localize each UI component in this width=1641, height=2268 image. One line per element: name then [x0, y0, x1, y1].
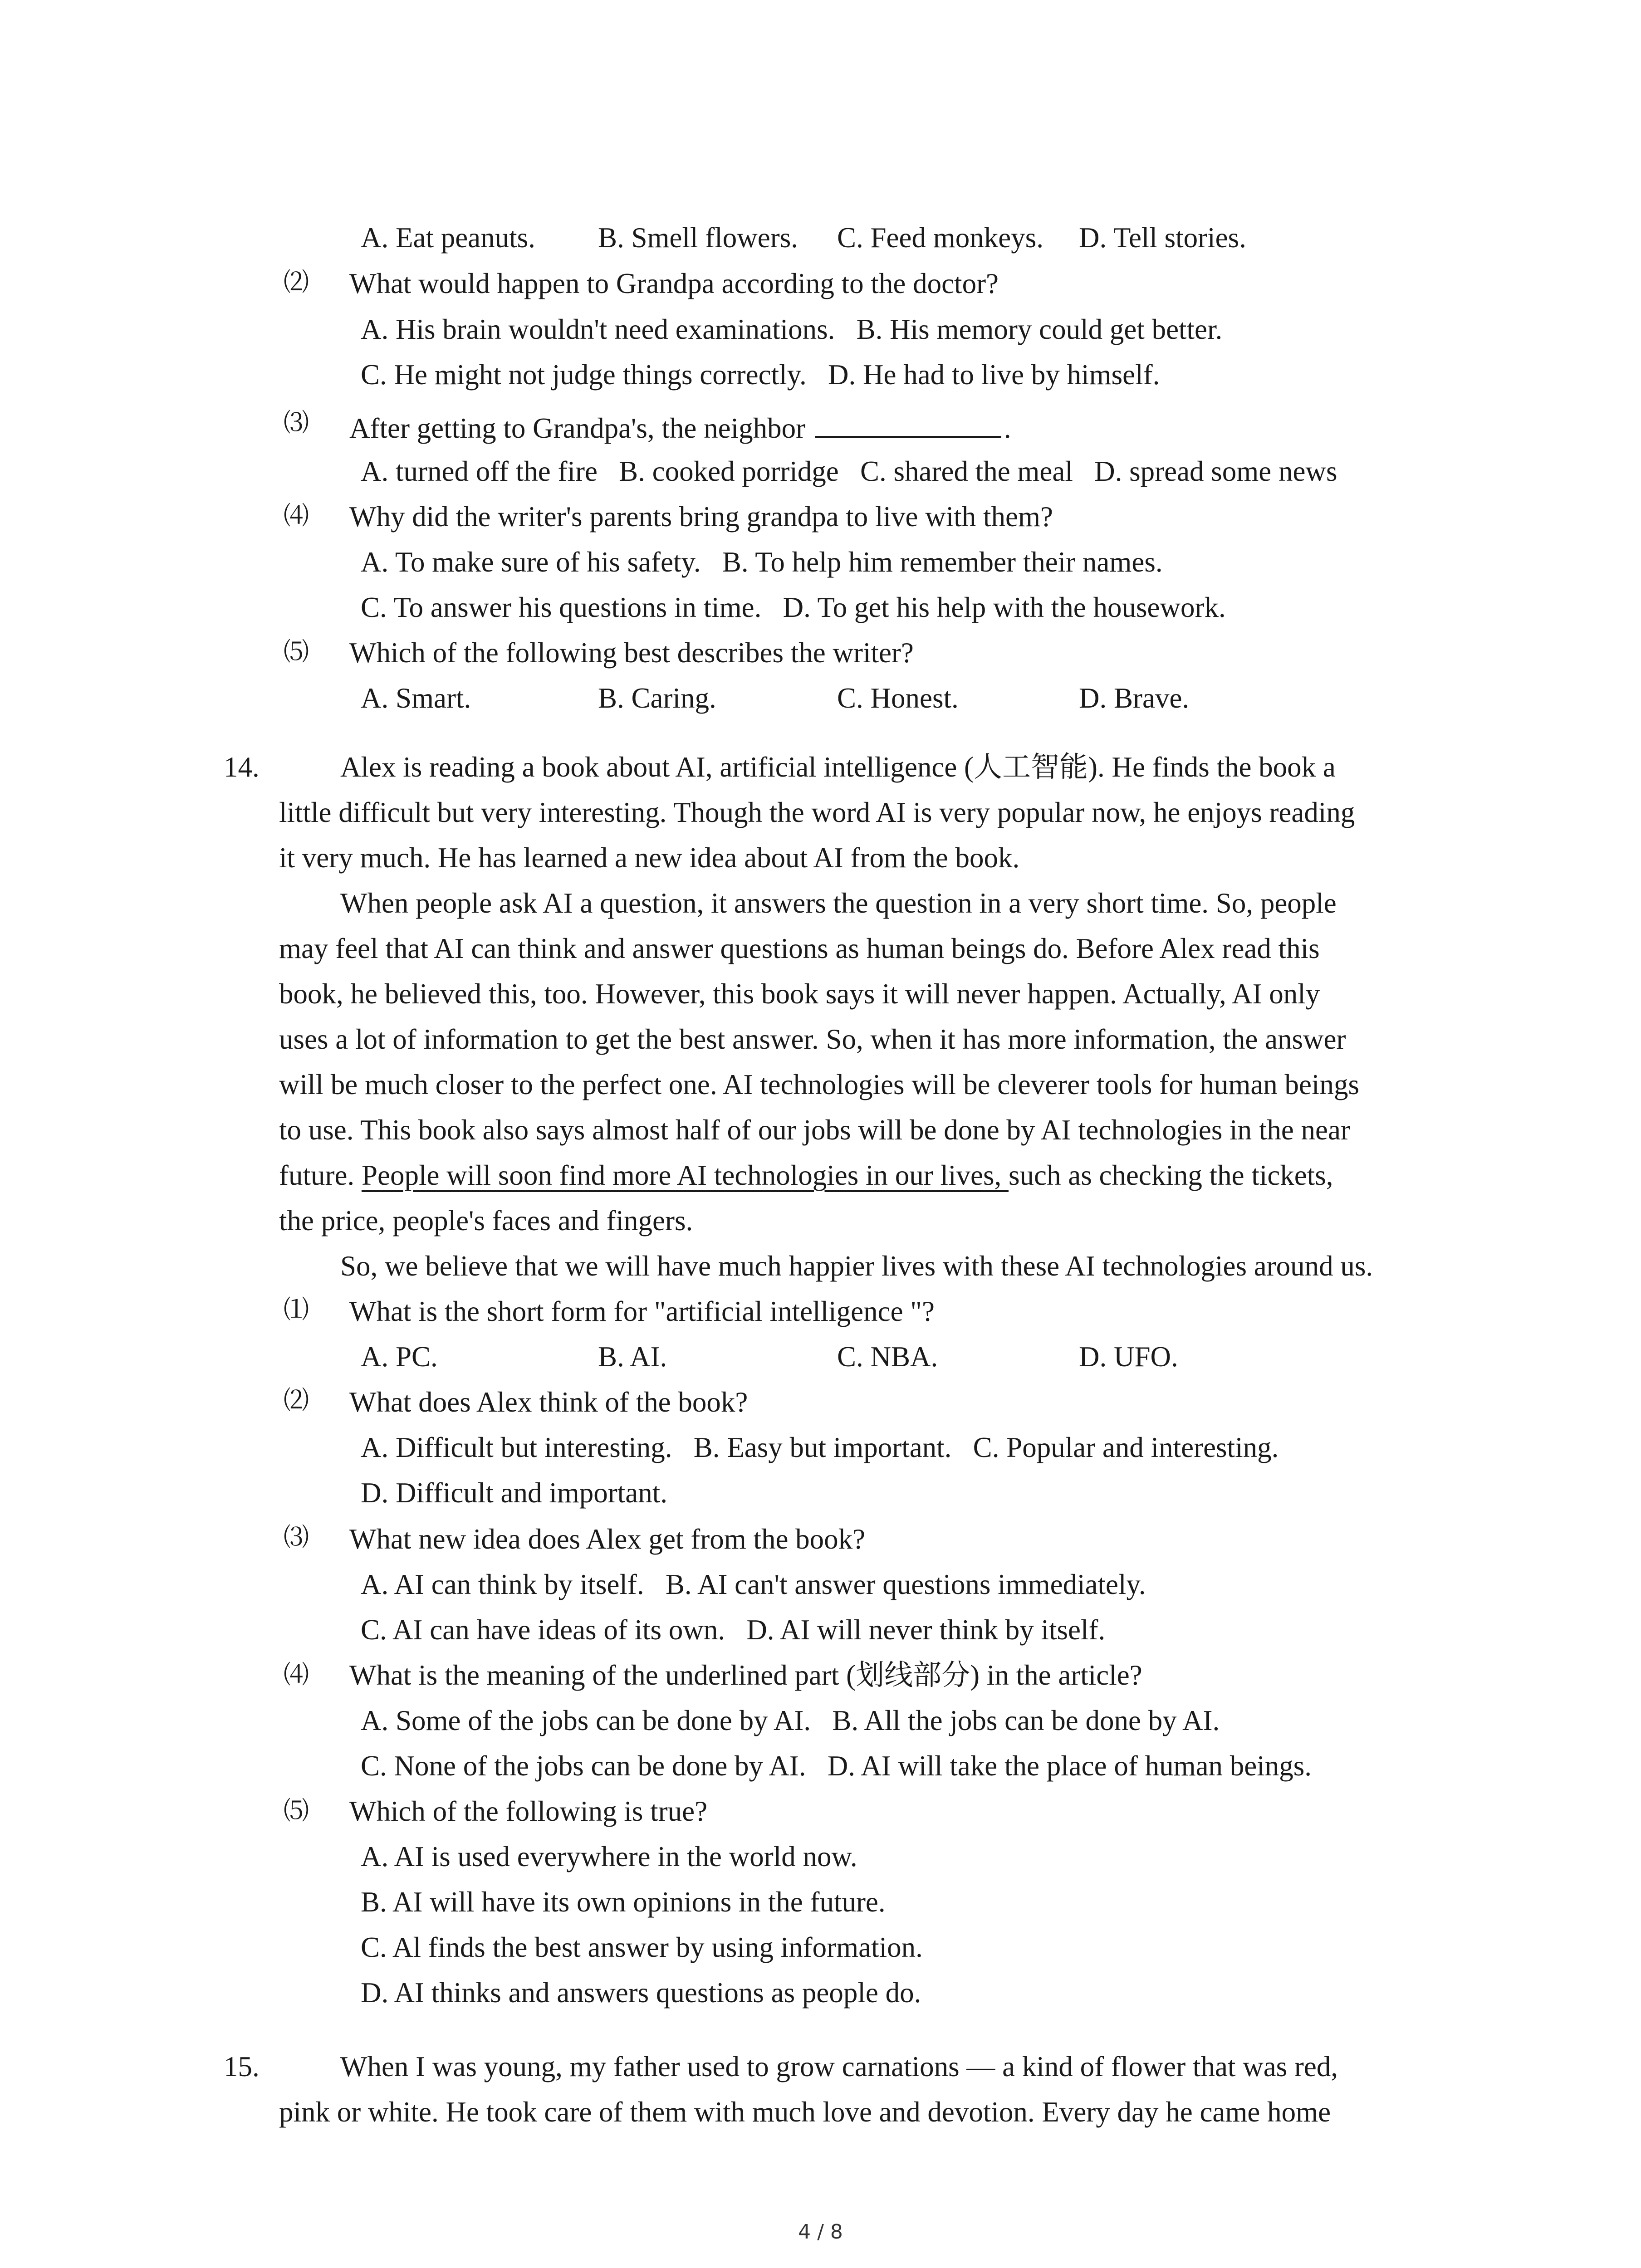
q14-passage-line: When people ask AI a question, it answers the question in a very short time. So, people — [340, 887, 1337, 919]
q14-q2-question: What does Alex think of the book? — [349, 1386, 748, 1418]
q14-passage-line: little difficult but very interesting. Though the word AI is very popular now, he enjoys reading — [279, 797, 1355, 828]
answer-blank — [815, 411, 1001, 438]
q14-q5-option-a: A. AI is used everywhere in the world now. — [361, 1841, 857, 1872]
q14-q3-question: What new idea does Alex get from the book? — [349, 1523, 866, 1555]
q14-underlined-part: People will soon find more AI technologies in our lives, — [361, 1159, 1009, 1191]
q13-q5-option-d: D. Brave. — [1079, 682, 1190, 714]
q14-q2-options-line1: A. Difficult but interesting. B. Easy but important. C. Popular and interesting. — [361, 1432, 1279, 1463]
q14-q1-option-b: B. AI. — [598, 1341, 667, 1373]
q13-q2-number: ⑵ — [284, 269, 309, 297]
q13-q3-text-before: After getting to Grandpa's, the neighbor — [349, 412, 813, 444]
q14-q3-options-line1: A. AI can think by itself. B. AI can't answer questions immediately. — [361, 1569, 1146, 1600]
q13-q2-options-line2: C. He might not judge things correctly. D. He had to live by himself. — [361, 359, 1160, 391]
q14-q5-option-d: D. AI thinks and answers questions as people do. — [361, 1977, 921, 2009]
q14-q1-number: ⑴ — [284, 1296, 309, 1324]
q15-passage-line: pink or white. He took care of them with much love and devotion. Every day he came home — [279, 2096, 1331, 2128]
q13-q1-option-b: B. Smell flowers. — [598, 222, 798, 254]
q14-q4-question: What is the meaning of the underlined part (划线部分) in the article? — [349, 1659, 1142, 1691]
q13-q5-number: ⑸ — [284, 638, 309, 666]
q14-q1-option-a: A. PC. — [361, 1341, 438, 1373]
q14-q1-option-d: D. UFO. — [1079, 1341, 1178, 1373]
q14-q4-number: ⑷ — [284, 1661, 309, 1689]
q13-q1-option-a: A. Eat peanuts. — [361, 222, 535, 254]
q13-q3-number: ⑶ — [284, 409, 309, 437]
q13-q2-question: What would happen to Grandpa according to the doctor? — [349, 268, 999, 299]
q13-q2-options-line1: A. His brain wouldn't need examinations. B. His memory could get better. — [361, 313, 1223, 345]
q13-q5-option-c: C. Honest. — [837, 682, 959, 714]
q13-q3-text-after: . — [1004, 412, 1011, 444]
q14-q2-options-line2: D. Difficult and important. — [361, 1477, 667, 1509]
q13-q4-options-line2: C. To answer his questions in time. D. To get his help with the housework. — [361, 591, 1226, 623]
q14-passage-line: uses a lot of information to get the best answer. So, when it has more information, the answer — [279, 1023, 1346, 1055]
q14-passage-line: Alex is reading a book about AI, artificial intelligence (人工智能). He finds the book a — [340, 751, 1336, 783]
q14-passage-line: book, he believed this, too. However, this book says it will never happen. Actually, AI only — [279, 978, 1320, 1010]
q14-passage-line: to use. This book also says almost half of our jobs will be done by AI technologies in the near — [279, 1114, 1350, 1146]
q14-q5-number: ⑸ — [284, 1797, 309, 1825]
q13-q5-question: Which of the following best describes the writer? — [349, 637, 914, 669]
q13-q4-number: ⑷ — [284, 502, 309, 530]
q13-q1-option-c: C. Feed monkeys. — [837, 222, 1043, 254]
page-number: 4 / 8 — [798, 2220, 843, 2244]
q14-q5-option-b: B. AI will have its own opinions in the future. — [361, 1886, 886, 1918]
q13-q4-question: Why did the writer's parents bring grandpa to live with them? — [349, 501, 1053, 533]
q13-q5-option-b: B. Caring. — [598, 682, 716, 714]
q14-q5-question: Which of the following is true? — [349, 1795, 708, 1827]
q13-q4-options-line1: A. To make sure of his safety. B. To help him remember their names. — [361, 546, 1163, 578]
q14-passage-line — [279, 1161, 1333, 1190]
q14-q3-options-line2: C. AI can have ideas of its own. D. AI will never think by itself. — [361, 1614, 1106, 1646]
q14-q2-number: ⑵ — [284, 1387, 309, 1415]
q14-passage-line: will be much closer to the perfect one. AI technologies will be cleverer tools for human beings — [279, 1069, 1360, 1100]
q13-q5-option-a: A. Smart. — [361, 682, 471, 714]
q14-passage-line: it very much. He has learned a new idea about AI from the book. — [279, 842, 1020, 874]
q14-q5-option-c: C. Al finds the best answer by using information. — [361, 1931, 923, 1963]
q13-q3-question — [349, 411, 1011, 443]
q14-passage-line: So, we believe that we will have much happier lives with these AI technologies around us. — [340, 1250, 1373, 1282]
q14-q3-number: ⑶ — [284, 1524, 309, 1552]
q15-number: 15. — [224, 2051, 260, 2082]
q14-line10-start: future. — [279, 1159, 362, 1191]
q14-passage-line: the price, people's faces and fingers. — [279, 1205, 693, 1237]
q14-q4-options-line1: A. Some of the jobs can be done by AI. B. All the jobs can be done by AI. — [361, 1705, 1220, 1736]
q15-passage-line: When I was young, my father used to grow carnations — a kind of flower that was red, — [340, 2051, 1338, 2082]
q13-q1-option-d: D. Tell stories. — [1079, 222, 1246, 254]
q14-q4-options-line2: C. None of the jobs can be done by AI. D. AI will take the place of human beings. — [361, 1750, 1312, 1782]
q13-q3-options: A. turned off the fire B. cooked porridge C. shared the meal D. spread some news — [361, 455, 1337, 487]
q14-q1-option-c: C. NBA. — [837, 1341, 938, 1373]
q14-line10-end: such as checking the tickets, — [1009, 1159, 1333, 1191]
q14-passage-line: may feel that AI can think and answer questions as human beings do. Before Alex read this — [279, 933, 1320, 964]
q14-number: 14. — [224, 751, 260, 783]
q14-q1-question: What is the short form for "artificial intelligence "? — [349, 1295, 935, 1327]
